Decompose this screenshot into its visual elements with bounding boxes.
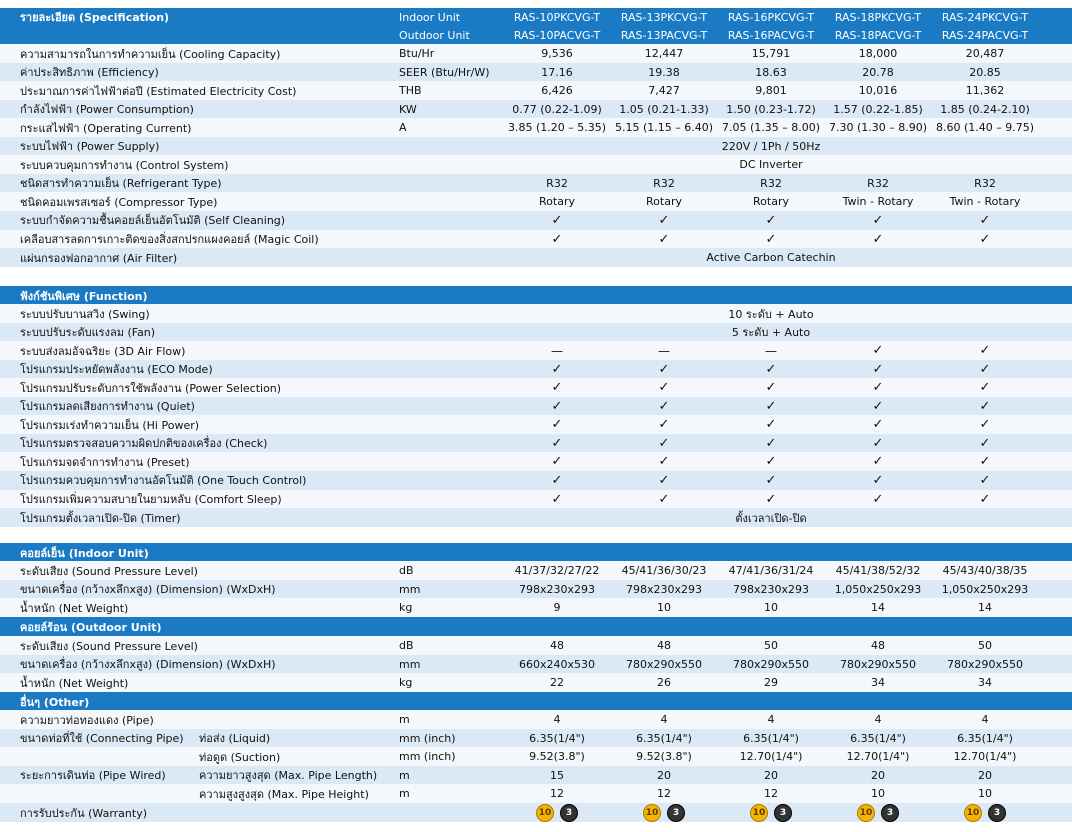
row-value-span: 10 ระดับ + Auto xyxy=(728,307,814,321)
section-title: คอยล์เย็น (Indoor Unit) xyxy=(20,546,149,560)
row-label: ขนาดท่อที่ใช้ (Connecting Pipe) xyxy=(20,732,184,746)
check-icon: ✓ xyxy=(658,380,670,396)
cell-value: Twin - Rotary xyxy=(949,195,1021,209)
cell-value: 10 xyxy=(871,787,885,801)
warranty-3yr-badge: 3 xyxy=(560,804,578,822)
cell-value: 12 xyxy=(764,787,778,801)
check-icon: ✓ xyxy=(979,472,991,488)
cell-value: 10 xyxy=(978,787,992,801)
table-row xyxy=(0,747,1072,766)
warranty-10yr-badge: 10 xyxy=(750,804,768,822)
cell-value: R32 xyxy=(867,176,889,190)
table-row xyxy=(0,230,1072,249)
cell-value: 6.35(1/4") xyxy=(850,731,906,745)
cell-value: 9 xyxy=(553,601,561,615)
cell-value: 48 xyxy=(550,639,564,652)
row-label: ระบบไฟฟ้า (Power Supply) xyxy=(20,140,160,154)
check-icon: ✓ xyxy=(658,398,670,414)
cell-value: 1.57 (0.22-1.85) xyxy=(833,102,923,116)
check-icon: ✓ xyxy=(551,417,563,433)
cell-value: 17.16 xyxy=(541,65,573,79)
cell-value: R32 xyxy=(546,176,568,190)
model-indoor: RAS-24PKCVG-T xyxy=(941,10,1029,24)
cell-value: 6.35(1/4") xyxy=(743,731,799,745)
cell-value: 50 xyxy=(764,639,778,652)
row-label: โปรแกรมปรับระดับการใช้พลังงาน (Power Selection) xyxy=(20,381,282,395)
row-sublabel: ความยาวสูงสุด (Max. Pipe Length) xyxy=(199,769,378,783)
row-label: ความยาวท่อทองแดง (Pipe) xyxy=(20,713,154,727)
dash-icon: — xyxy=(658,343,670,358)
table-row xyxy=(0,710,1072,729)
row-label: โปรแกรมประหยัดพลังงาน (ECO Mode) xyxy=(20,363,213,377)
cell-value: 1,050x250x293 xyxy=(941,582,1029,596)
table-row xyxy=(0,118,1072,137)
row-unit: dB xyxy=(399,639,414,652)
check-icon: ✓ xyxy=(872,454,884,470)
check-icon: ✓ xyxy=(765,491,777,507)
row-label: แผ่นกรองฟอกอากาศ (Air Filter) xyxy=(20,251,178,265)
row-sublabel: ความสูงสูงสุด (Max. Pipe Height) xyxy=(199,787,369,801)
row-label: โปรแกรมเพิ่มความสบายในยามหลับ (Comfort Sleep) xyxy=(20,493,282,506)
check-icon: ✓ xyxy=(872,417,884,433)
cell-value: 20.85 xyxy=(969,65,1001,79)
row-label: ระดับเสียง (Sound Pressure Level) xyxy=(20,639,198,653)
cell-value: 5.15 (1.15 – 6.40) xyxy=(614,121,714,135)
indoor-unit-label: Indoor Unit xyxy=(399,10,461,24)
cell-value: 18,000 xyxy=(858,47,898,60)
row-unit: kg xyxy=(399,676,413,690)
cell-value: 26 xyxy=(657,676,671,690)
check-icon: ✓ xyxy=(551,380,563,396)
check-icon: ✓ xyxy=(551,435,563,451)
cell-value: 6.35(1/4") xyxy=(529,731,585,745)
check-icon: ✓ xyxy=(872,472,884,488)
row-value-span: DC Inverter xyxy=(739,158,803,172)
cell-value: 1.50 (0.23-1.72) xyxy=(726,102,816,116)
cell-value: 14 xyxy=(871,601,885,615)
cell-value: 34 xyxy=(871,676,885,690)
table-row xyxy=(0,192,1072,211)
row-label: ระบบกำจัดความชื้นคอยล์เย็นอัตโนมัติ (Self Cleaning) xyxy=(20,214,286,228)
cell-value: 10,016 xyxy=(858,84,898,98)
table-row xyxy=(0,44,1072,63)
cell-value: 34 xyxy=(978,676,992,690)
cell-value: 7.30 (1.30 – 8.90) xyxy=(828,121,928,135)
cell-value: Twin - Rotary xyxy=(842,195,914,209)
check-icon: ✓ xyxy=(658,231,670,247)
cell-value: 20 xyxy=(764,768,778,782)
table-row xyxy=(0,137,1072,156)
spec-header xyxy=(0,8,1072,44)
cell-value: 8.60 (1.40 – 9.75) xyxy=(935,121,1035,135)
cell-value: 18.63 xyxy=(755,65,787,79)
cell-value: 9.52(3.8") xyxy=(636,750,692,764)
cell-value: 6.35(1/4") xyxy=(957,731,1013,745)
row-label: โปรแกรมควบคุมการทำงานอัตโนมัติ (One Touch Control) xyxy=(20,474,307,488)
row-label: ระยะการเดินท่อ (Pipe Wired) xyxy=(20,769,166,783)
section-header xyxy=(0,617,1072,636)
check-icon: ✓ xyxy=(872,212,884,228)
cell-value: 47/41/36/31/24 xyxy=(728,564,814,577)
table-row xyxy=(0,673,1072,692)
warranty-label: การรับประกัน (Warranty) xyxy=(20,806,147,820)
cell-value: 798x230x293 xyxy=(732,582,809,596)
table-row xyxy=(0,378,1072,397)
row-label: ขนาดเครื่อง (กว้างxลึกxสูง) (Dimension) (WxDxH) xyxy=(20,583,276,597)
warranty-badges xyxy=(503,803,611,822)
cell-value: 1.05 (0.21-1.33) xyxy=(619,102,709,116)
table-row xyxy=(0,341,1072,360)
check-icon: ✓ xyxy=(551,212,563,228)
row-label: ขนาดเครื่อง (กว้างxลึกxสูง) (Dimension) (WxDxH) xyxy=(20,658,276,672)
check-icon: ✓ xyxy=(765,398,777,414)
cell-value: 20 xyxy=(657,768,671,782)
cell-value: 11,362 xyxy=(965,84,1005,98)
cell-value: 10 xyxy=(657,601,671,615)
row-unit: mm (inch) xyxy=(399,731,456,745)
table-row xyxy=(0,434,1072,453)
cell-value: 7,427 xyxy=(648,84,680,98)
check-icon: ✓ xyxy=(872,361,884,377)
warranty-badges xyxy=(931,803,1039,822)
cell-value: 4 xyxy=(660,713,668,726)
check-icon: ✓ xyxy=(765,231,777,247)
cell-value: 12,447 xyxy=(644,47,684,60)
table-row xyxy=(0,174,1072,193)
check-icon: ✓ xyxy=(872,398,884,414)
cell-value: 48 xyxy=(657,639,671,652)
row-label: โปรแกรมตั้งเวลาเปิด-ปิด (Timer) xyxy=(20,511,181,525)
row-unit: SEER (Btu/Hr/W) xyxy=(399,65,490,79)
table-row xyxy=(0,636,1072,655)
check-icon: ✓ xyxy=(765,212,777,228)
check-icon: ✓ xyxy=(872,380,884,396)
cell-value: 4 xyxy=(767,713,775,726)
row-unit: Btu/Hr xyxy=(399,47,435,60)
row-value-span: 220V / 1Ph / 50Hz xyxy=(721,139,821,153)
check-icon: ✓ xyxy=(551,398,563,414)
cell-value: 3.85 (1.20 – 5.35) xyxy=(507,121,607,135)
cell-value: 12 xyxy=(550,787,564,801)
cell-value: R32 xyxy=(974,176,996,190)
cell-value: 45/41/38/52/32 xyxy=(835,564,921,577)
cell-value: 4 xyxy=(981,713,989,726)
row-label: ระบบปรับบานสวิง (Swing) xyxy=(20,307,150,321)
model-indoor: RAS-10PKCVG-T xyxy=(513,10,601,24)
cell-value: 660x240x530 xyxy=(518,657,595,671)
row-unit: kg xyxy=(399,601,413,615)
check-icon: ✓ xyxy=(872,491,884,507)
model-outdoor: RAS-18PACVG-T xyxy=(834,28,922,42)
warranty-10yr-badge: 10 xyxy=(536,804,554,822)
cell-value: 6,426 xyxy=(541,84,573,98)
check-icon: ✓ xyxy=(979,212,991,228)
table-row xyxy=(0,304,1072,323)
check-icon: ✓ xyxy=(979,231,991,247)
cell-value: R32 xyxy=(653,176,675,190)
check-icon: ✓ xyxy=(765,454,777,470)
cell-value: 15 xyxy=(550,768,564,782)
cell-value: 12 xyxy=(657,787,671,801)
table-row xyxy=(0,784,1072,803)
check-icon: ✓ xyxy=(658,417,670,433)
table-row xyxy=(0,155,1072,174)
warranty-3yr-badge: 3 xyxy=(774,804,792,822)
row-unit: m xyxy=(399,787,410,801)
row-unit: mm xyxy=(399,657,421,671)
warranty-badges xyxy=(717,803,825,822)
row-label: โปรแกรมลดเสียงการทำงาน (Quiet) xyxy=(20,400,195,414)
row-value-span: Active Carbon Catechin xyxy=(706,251,836,265)
table-row xyxy=(0,655,1072,674)
check-icon: ✓ xyxy=(765,417,777,433)
cell-value: 12.70(1/4") xyxy=(739,750,803,764)
row-label: โปรแกรมเร่งทำความเย็น (Hi Power) xyxy=(20,418,200,432)
cell-value: 780x290x550 xyxy=(732,657,809,671)
row-unit: mm xyxy=(399,582,421,596)
cell-value: 1.85 (0.24-2.10) xyxy=(940,102,1030,116)
cell-value: 19.38 xyxy=(648,65,680,79)
row-value-span: ตั้งเวลาเปิด-ปิด xyxy=(735,511,807,525)
cell-value: 798x230x293 xyxy=(625,582,702,596)
cell-value: 15,791 xyxy=(751,47,791,60)
cell-value: 14 xyxy=(978,601,992,615)
check-icon: ✓ xyxy=(551,361,563,377)
section-header xyxy=(0,692,1072,711)
table-row xyxy=(0,452,1072,471)
cell-value: 9,801 xyxy=(755,84,787,98)
check-icon: ✓ xyxy=(872,231,884,247)
row-label: ระบบส่งลมอัจฉริยะ (3D Air Flow) xyxy=(20,344,186,358)
check-icon: ✓ xyxy=(872,343,884,359)
model-indoor: RAS-16PKCVG-T xyxy=(727,10,815,24)
row-label: ความสามารถในการทำความเย็น (Cooling Capacity) xyxy=(20,47,281,61)
row-label: น้ำหนัก (Net Weight) xyxy=(20,601,129,615)
warranty-badges xyxy=(824,803,932,822)
table-row xyxy=(0,471,1072,490)
row-label: ระบบปรับระดับแรงลม (Fan) xyxy=(20,326,156,340)
row-label: ประมาณการค่าไฟฟ้าต่อปี (Estimated Electricity Cost) xyxy=(20,84,297,98)
check-icon: ✓ xyxy=(979,343,991,359)
row-label: น้ำหนัก (Net Weight) xyxy=(20,676,129,690)
cell-value: 6.35(1/4") xyxy=(636,731,692,745)
row-label: ชนิดสารทำความเย็น (Refrigerant Type) xyxy=(20,177,222,191)
model-outdoor: RAS-13PACVG-T xyxy=(620,28,708,42)
section-header xyxy=(0,543,1072,562)
row-unit: m xyxy=(399,768,410,782)
check-icon: ✓ xyxy=(872,435,884,451)
spec-title: รายละเอียด (Specification) xyxy=(20,11,170,24)
row-unit: THB xyxy=(399,84,422,98)
row-unit: A xyxy=(399,121,407,135)
cell-value: 50 xyxy=(978,639,992,652)
outdoor-unit-label: Outdoor Unit xyxy=(399,28,470,42)
warranty-10yr-badge: 10 xyxy=(964,804,982,822)
row-label: กำลังไฟฟ้า (Power Consumption) xyxy=(20,103,194,117)
check-icon: ✓ xyxy=(979,491,991,507)
table-row xyxy=(0,360,1072,379)
model-outdoor: RAS-10PACVG-T xyxy=(513,28,601,42)
dash-icon: — xyxy=(551,343,563,358)
row-sublabel: ท่อดูด (Suction) xyxy=(199,750,281,764)
section-title: อื่นๆ (Other) xyxy=(20,695,90,709)
cell-value: 780x290x550 xyxy=(946,657,1023,671)
table-row xyxy=(0,81,1072,100)
table-row xyxy=(0,490,1072,509)
cell-value: 7.05 (1.35 – 8.00) xyxy=(721,121,821,135)
table-row xyxy=(0,508,1072,527)
table-row xyxy=(0,323,1072,342)
table-row xyxy=(0,415,1072,434)
cell-value: 22 xyxy=(550,676,564,690)
cell-value: 9.52(3.8") xyxy=(529,750,585,764)
row-sublabel: ท่อส่ง (Liquid) xyxy=(199,732,271,746)
warranty-3yr-badge: 3 xyxy=(667,804,685,822)
check-icon: ✓ xyxy=(658,491,670,507)
table-row xyxy=(0,729,1072,748)
row-unit: KW xyxy=(399,102,417,116)
table-row xyxy=(0,580,1072,599)
cell-value: 20,487 xyxy=(965,47,1005,60)
cell-value: Rotary xyxy=(753,195,789,209)
check-icon: ✓ xyxy=(979,435,991,451)
section-title: คอยล์ร้อน (Outdoor Unit) xyxy=(20,620,162,634)
row-label: ชนิดคอมเพรสเซอร์ (Compressor Type) xyxy=(20,195,218,209)
check-icon: ✓ xyxy=(658,454,670,470)
cell-value: 48 xyxy=(871,639,885,652)
warranty-badges xyxy=(610,803,718,822)
model-indoor: RAS-13PKCVG-T xyxy=(620,10,708,24)
check-icon: ✓ xyxy=(658,361,670,377)
cell-value: 4 xyxy=(874,713,882,726)
model-indoor: RAS-18PKCVG-T xyxy=(834,10,922,24)
check-icon: ✓ xyxy=(979,417,991,433)
row-value-span: 5 ระดับ + Auto xyxy=(731,326,811,340)
cell-value: Rotary xyxy=(646,195,682,209)
row-label: โปรแกรมตรวจสอบความผิดปกติของเครื่อง (Check) xyxy=(20,437,268,451)
check-icon: ✓ xyxy=(658,472,670,488)
cell-value: 29 xyxy=(764,676,778,690)
cell-value: R32 xyxy=(760,176,782,190)
row-label: โปรแกรมจดจำการทำงาน (Preset) xyxy=(20,455,190,469)
warranty-10yr-badge: 10 xyxy=(643,804,661,822)
table-row xyxy=(0,211,1072,230)
cell-value: 12.70(1/4") xyxy=(846,750,910,764)
cell-value: 780x290x550 xyxy=(625,657,702,671)
check-icon: ✓ xyxy=(765,361,777,377)
check-icon: ✓ xyxy=(658,212,670,228)
cell-value: 10 xyxy=(764,601,778,615)
check-icon: ✓ xyxy=(765,380,777,396)
table-row xyxy=(0,561,1072,580)
check-icon: ✓ xyxy=(765,472,777,488)
row-unit: dB xyxy=(399,564,414,577)
cell-value: 4 xyxy=(553,713,561,726)
cell-value: 780x290x550 xyxy=(839,657,916,671)
row-label: ระบบควบคุมการทำงาน (Control System) xyxy=(20,158,229,172)
cell-value: 20 xyxy=(978,768,992,782)
table-row xyxy=(0,397,1072,416)
table-row xyxy=(0,248,1072,267)
check-icon: ✓ xyxy=(979,454,991,470)
warranty-3yr-badge: 3 xyxy=(881,804,899,822)
row-label: กระแสไฟฟ้า (Operating Current) xyxy=(20,121,192,135)
table-row xyxy=(0,598,1072,617)
check-icon: ✓ xyxy=(765,435,777,451)
check-icon: ✓ xyxy=(979,380,991,396)
model-outdoor: RAS-24PACVG-T xyxy=(941,28,1029,42)
cell-value: 12.70(1/4") xyxy=(953,750,1017,764)
cell-value: 20.78 xyxy=(862,65,894,79)
cell-value: 20 xyxy=(871,768,885,782)
cell-value: 41/37/32/27/22 xyxy=(514,564,600,577)
row-label: เคลือบสารลดการเกาะติดของสิ่งสกปรกแผงคอยล์ (Magic Coil) xyxy=(20,233,319,246)
check-icon: ✓ xyxy=(551,454,563,470)
cell-value: 1,050x250x293 xyxy=(834,582,922,596)
table-row xyxy=(0,803,1072,822)
check-icon: ✓ xyxy=(979,361,991,377)
cell-value: 798x230x293 xyxy=(518,582,595,596)
dash-icon: — xyxy=(765,343,777,358)
row-label: ค่าประสิทธิภาพ (Efficiency) xyxy=(20,66,159,80)
check-icon: ✓ xyxy=(551,491,563,507)
row-unit: m xyxy=(399,713,410,726)
table-row xyxy=(0,100,1072,119)
model-outdoor: RAS-16PACVG-T xyxy=(727,28,815,42)
warranty-10yr-badge: 10 xyxy=(857,804,875,822)
check-icon: ✓ xyxy=(979,398,991,414)
table-row xyxy=(0,766,1072,785)
row-label: ระดับเสียง (Sound Pressure Level) xyxy=(20,564,198,578)
section-header xyxy=(0,286,1072,305)
cell-value: Rotary xyxy=(539,195,575,209)
table-row xyxy=(0,63,1072,82)
cell-value: 9,536 xyxy=(541,47,573,60)
cell-value: 45/41/36/30/23 xyxy=(621,564,707,577)
warranty-3yr-badge: 3 xyxy=(988,804,1006,822)
row-unit: mm (inch) xyxy=(399,750,456,764)
section-title: ฟังก์ชันพิเศษ (Function) xyxy=(20,289,148,303)
check-icon: ✓ xyxy=(551,472,563,488)
cell-value: 45/43/40/38/35 xyxy=(942,564,1028,577)
cell-value: 0.77 (0.22-1.09) xyxy=(512,102,602,116)
check-icon: ✓ xyxy=(551,231,563,247)
check-icon: ✓ xyxy=(658,435,670,451)
